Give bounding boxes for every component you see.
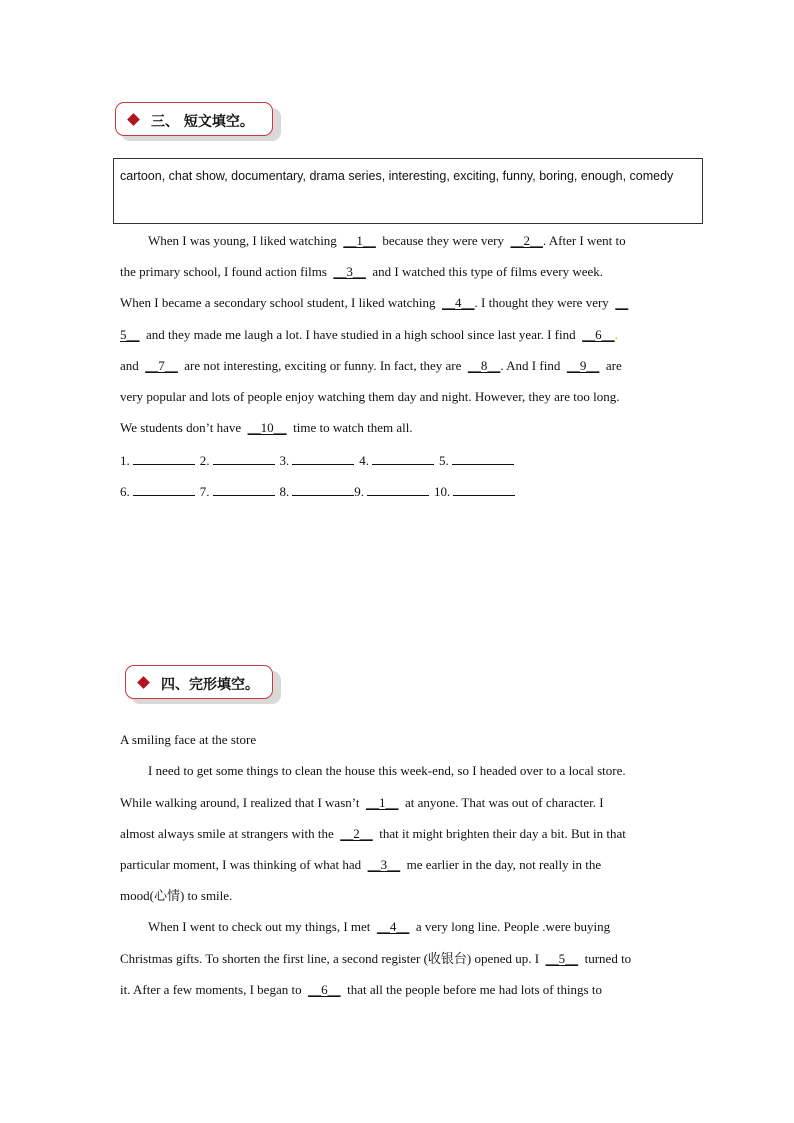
passage-text: . And I find <box>500 358 561 373</box>
blank-6: __6__ <box>582 327 615 342</box>
passage-line <box>120 264 603 280</box>
passage-line <box>120 795 604 811</box>
blank-3: __3__ <box>367 857 401 872</box>
blank-9: __9__ <box>566 358 600 373</box>
blank-6: __6__ <box>308 982 341 997</box>
passage-line <box>120 982 602 998</box>
answer-8: 8. <box>280 483 355 500</box>
answer-row-1 <box>120 452 519 469</box>
answer-6: 6. <box>120 483 200 500</box>
passage-text: at anyone. That was out of character. I <box>404 795 604 810</box>
passage-text: very popular and lots of people enjoy watching them day and night. However, they are too long. <box>120 389 620 404</box>
passage-text: that all the people before me had lots of things to <box>347 982 602 997</box>
answer-7: 7. <box>200 483 280 500</box>
blank-4: __4__ <box>442 295 475 310</box>
passage-text: and <box>120 358 139 373</box>
passage-text: it. After a few moments, I began to <box>120 982 302 997</box>
blank-8: __8__ <box>467 358 501 373</box>
answer-blank[interactable] <box>133 483 195 496</box>
blank-1: __1__ <box>343 233 376 248</box>
blank-5-start: __ <box>615 295 629 310</box>
passage-line <box>120 857 601 873</box>
passage-text: When I was young, I liked watching <box>148 233 337 248</box>
passage-line <box>120 327 618 343</box>
passage-text: . I thought they were very <box>474 295 609 310</box>
answer-9: 9. <box>354 483 434 500</box>
answer-blank[interactable] <box>213 452 275 465</box>
passage-text: a very long line. People .were buying <box>415 919 611 934</box>
passage-text: and I watched this type of films every week. <box>372 264 604 279</box>
section-4-header <box>125 665 273 699</box>
passage-text: that it might brighten their day a bit. But in that <box>379 826 626 841</box>
word-bank-box <box>113 158 703 224</box>
passage-text: are not interesting, exciting or funny. In fact, they are <box>184 358 462 373</box>
section-3-title: 三、 短文填空。 <box>151 114 254 130</box>
word-bank-text: cartoon, chat show, documentary, drama series, interesting, exciting, funny, boring, enough, comedy <box>120 169 674 183</box>
answer-blank[interactable] <box>292 483 354 496</box>
passage-line <box>148 763 626 779</box>
passage-line <box>120 358 622 374</box>
passage-line <box>120 420 413 436</box>
answer-10: 10. <box>434 483 520 500</box>
answer-row-2 <box>120 483 520 500</box>
passage-line <box>120 888 232 904</box>
blank-10: __10__ <box>247 420 287 435</box>
passage-text: almost always smile at strangers with the <box>120 826 334 841</box>
section-3-header <box>115 102 273 136</box>
passage-line <box>148 233 626 249</box>
blank-4: __4__ <box>376 919 410 934</box>
answer-blank[interactable] <box>133 452 195 465</box>
passage-text: Christmas gifts. To shorten the first line, a second register (收银台) opened up. I <box>120 951 540 966</box>
passage-text: . After I went to <box>542 233 626 248</box>
blank-2: __2__ <box>510 233 543 248</box>
passage-text: me earlier in the day, not really in the <box>406 857 602 872</box>
passage-text: When I went to check out my things, I met <box>148 919 371 934</box>
passage-text: When I became a secondary school student, I liked watching <box>120 295 436 310</box>
answer-2: 2. <box>200 452 280 469</box>
passage-line <box>148 919 610 935</box>
passage-text: mood(心情) to smile. <box>120 888 233 903</box>
passage-line <box>120 826 626 842</box>
passage-line <box>120 951 631 967</box>
passage-text: A smiling face at the store <box>120 732 257 747</box>
passage-text: particular moment, I was thinking of what had <box>120 857 362 872</box>
answer-5: 5. <box>439 452 519 469</box>
passage-text: I need to get some things to clean the house this week-end, so I headed over to a local store. <box>148 763 626 778</box>
passage-text: While walking around, I realized that I wasn’t <box>120 795 360 810</box>
passage-text: We students don’t have <box>120 420 242 435</box>
answer-1: 1. <box>120 452 200 469</box>
passage-text: . <box>614 327 618 342</box>
blank-3: __3__ <box>333 264 366 279</box>
passage-text: are <box>605 358 622 373</box>
blank-5: __5__ <box>545 951 579 966</box>
answer-blank[interactable] <box>372 452 434 465</box>
passage-line <box>120 389 619 405</box>
passage-text: and they made me laugh a lot. I have studied in a high school since last year. I find <box>146 327 576 342</box>
answer-blank[interactable] <box>452 452 514 465</box>
passage-line <box>120 295 628 311</box>
passage-heading <box>120 732 256 748</box>
answer-blank[interactable] <box>292 452 354 465</box>
passage-text: turned to <box>584 951 632 966</box>
answer-blank[interactable] <box>453 483 515 496</box>
passage-text: because they were very <box>382 233 504 248</box>
passage-text: the primary school, I found action films <box>120 264 327 279</box>
blank-7: __7__ <box>145 358 178 373</box>
answer-4: 4. <box>359 452 439 469</box>
section-4-title: 四、完形填空。 <box>161 677 259 693</box>
answer-blank[interactable] <box>213 483 275 496</box>
passage-text: time to watch them all. <box>293 420 413 435</box>
blank-1: __1__ <box>365 795 399 810</box>
answer-blank[interactable] <box>367 483 429 496</box>
answer-3: 3. <box>280 452 360 469</box>
blank-2: __2__ <box>340 826 373 841</box>
blank-5-end: 5__ <box>120 327 140 342</box>
